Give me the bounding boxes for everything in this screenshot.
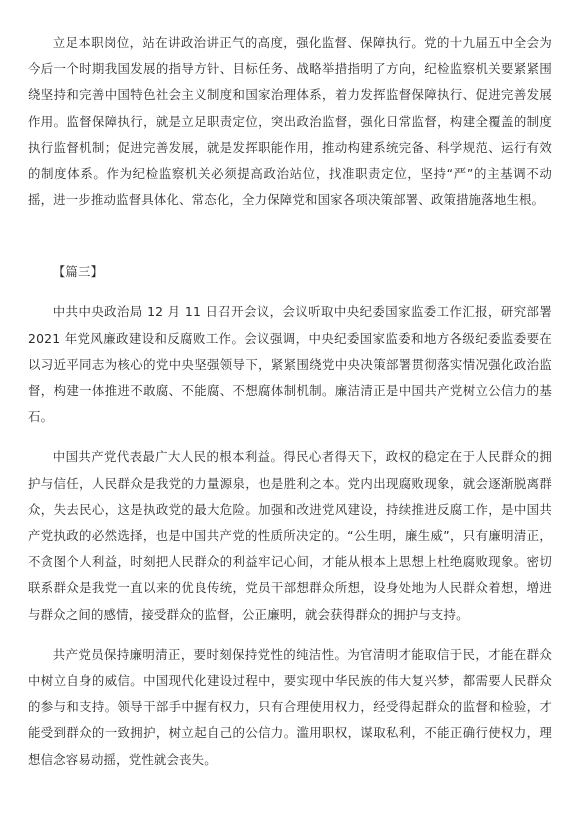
paragraph-1: 立足本职岗位，站在讲政治讲正气的高度，强化监督、保障执行。党的十九届五中全会为今后一个时期我国发展的指导方针、目标任务、战略举措指明了方向，纪检监察机关要紧紧围绕坚持和完善中国特色社会主义制度和国家治理体系，着力发挥监督保障执行、促进完善发展作用。监督保障执行，就是立足职责定位，突出政治监督，强化日常监督，构建全覆盖的制度执行监督机制；促进完善发展，就是发挥职能作用，推动构建系统完备、科学规范、运行有效的制度体系。作为纪检监察机关必须提高政治站位，找准职责定位，坚持“严”的主基调不动摇，进一步推动监督具体化、常态化，全力保障党和国家各项决策部署、政策措施落地生根。 — [28, 35, 552, 208]
paragraph-2: 中共中央政治局 12 月 11 日召开会议，会议听取中央纪委国家监委工作汇报，研究部署 2021 年党风廉政建设和反腐败工作。会议强调，中央纪委国家监委和地方各级纪委监委要在以习近平同志为核心的党中央坚强领导下，紧紧围绕党中央决策部署贯彻落实情况强化政治监督，构建一体推进不敢腐、不能腐、不想腐体制机制。廉洁清正是中国共产党树立公信力的基石。 — [28, 304, 552, 425]
section-heading: 【篇三】 — [52, 264, 104, 280]
paragraph-4: 共产党员保持廉明清正，要时刻保持党性的纯洁性。为官清明才能取信于民，才能在群众中树立自身的威信。中国现代化建设过程中，要实现中华民族的伟大复兴梦，都需要人民群众的参与和支持。领导干部手中握有权力，只有合理使用权力，经受得起群众的监督和检验，才能受到群众的一致拥护，树立起自己的公信力。滥用职权，谋取私利，不能正确行使权力，理想信念容易动摇，党性就会丧失。 — [28, 646, 552, 767]
paragraph-3: 中国共产党代表最广大人民的根本利益。得民心者得天下，政权的稳定在于人民群众的拥护与信任，人民群众是我党的力量源泉，也是胜利之本。党内出现腐败现象，就会逐渐脱离群众，失去民心，这是执政党的最大危险。加强和改进党风建设，持续推进反腐工作，是中国共产党执政的必然选择，也是中国共产党的性质所决定的。“公生明，廉生威”，只有廉明清正，不贪图个人利益，时刻把人民群众的利益牢记心间，才能从根本上思想上杜绝腐败现象。密切联系群众是我党一直以来的优良传统，党员干部想群众所想，设身处地为人民群众着想，增进与群众之间的感情，接受群众的监督，公正廉明，就会获得群众的拥护与支持。 — [28, 449, 552, 622]
